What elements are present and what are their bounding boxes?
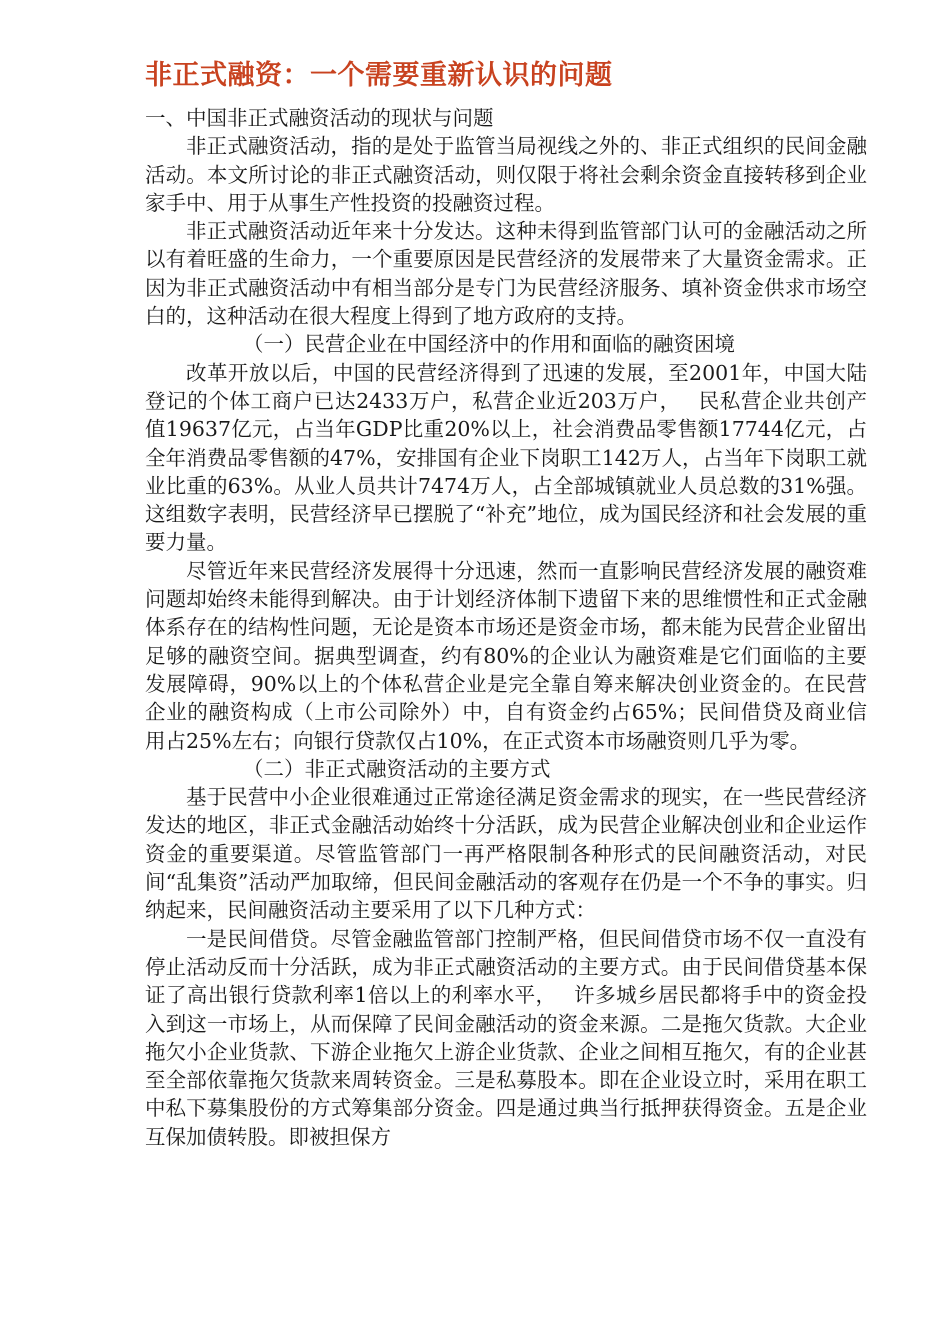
document-page <box>145 58 867 1151</box>
paragraph: 一是民间借贷。尽管金融监管部门控制严格，但民间借贷市场不仅一直没有停止活动反而十分活跃，成为非正式融资活动的主要方式。由于民间借贷基本保证了高出银行贷款利率1倍以上的利率水平， 许多城乡居民都将手中的资金投入到这一市场上，从而保障了民间金融活动的资金来源。二是拖欠货款。大企业拖欠小企业货款、下游企业拖欠上游企业货款、企业之间相互拖欠，有的企业甚至全部依靠拖欠货款来周转资金。三是私募股本。即在企业设立时，采用在职工中私下募集股份的方式筹集部分资金。四是通过典当行抵押获得资金。五是企业互保加债转股。即被担保方 <box>145 926 867 1149</box>
section-heading: 一、中国非正式融资活动的现状与问题 <box>145 106 494 130</box>
paragraph: 改革开放以后，中国的民营经济得到了迅速的发展，至2001年，中国大陆登记的个体工商户已达2433万户，私营企业近203万户， 民私营企业共创产值19637亿元，占当年GDP比重20%以上，社会消费品零售额17744亿元，占全年消费品零售额的47%，安排国有企业下岗职工142万人，占当年下岗职工就业比重的63%。从业人员共计7474万人，占全部城镇就业人员总数的31%强。这组数字表明，民营经济早已摆脱了“补充”地位，成为国民经济和社会发展的重要力量。 <box>145 360 867 555</box>
paragraph: 尽管近年来民营经济发展得十分迅速，然而一直影响民营经济发展的融资难问题却始终未能得到解决。由于计划经济体制下遗留下来的思维惯性和正式金融体系存在的结构性问题，无论是资本市场还是资金市场，都未能为民营企业留出足够的融资空间。据典型调查，约有80%的企业认为融资难是它们面临的主要发展障碍，90%以上的个体私营企业是完全靠自筹来解决创业资金的。在民营企业的融资构成（上市公司除外）中，自有资金约占65%；民间借贷及商业信用占25%左右；向银行贷款仅占10%，在正式资本市场融资则几乎为零。 <box>145 558 867 753</box>
paragraph: 非正式融资活动，指的是处于监管当局视线之外的、非正式组织的民间金融活动。本文所讨论的非正式融资活动，则仅限于将社会剩余资金直接转移到企业家手中、用于从事生产性投资的投融资过程。 <box>145 134 867 215</box>
paragraph: 基于民营中小企业很难通过正常途径满足资金需求的现实，在一些民营经济发达的地区，非正式金融活动始终十分活跃，成为民营企业解决创业和企业运作资金的重要渠道。尽管监管部门一再严格限制各种形式的民间融资活动，对民间“乱集资”活动严加取缔，但民间金融活动的客观存在仍是一个不争的事实。归纳起来，民间融资活动主要采用了以下几种方式： <box>145 785 867 923</box>
subsection-heading: （一）民营企业在中国经济中的作用和面临的融资困境 <box>243 332 735 357</box>
paragraph: 非正式融资活动近年来十分发达。这种未得到监管部门认可的金融活动之所以有着旺盛的生命力，一个重要原因是民营经济的发展带来了大量资金需求。正因为非正式融资活动中有相当部分是专门为民营经济服务、填补资金供求市场空白的，这种活动在很大程度上得到了地方政府的支持。 <box>145 219 867 329</box>
subsection-heading: （二）非正式融资活动的主要方式 <box>243 756 551 781</box>
document-title: 非正式融资：一个需要重新认识的问题 <box>145 60 613 91</box>
